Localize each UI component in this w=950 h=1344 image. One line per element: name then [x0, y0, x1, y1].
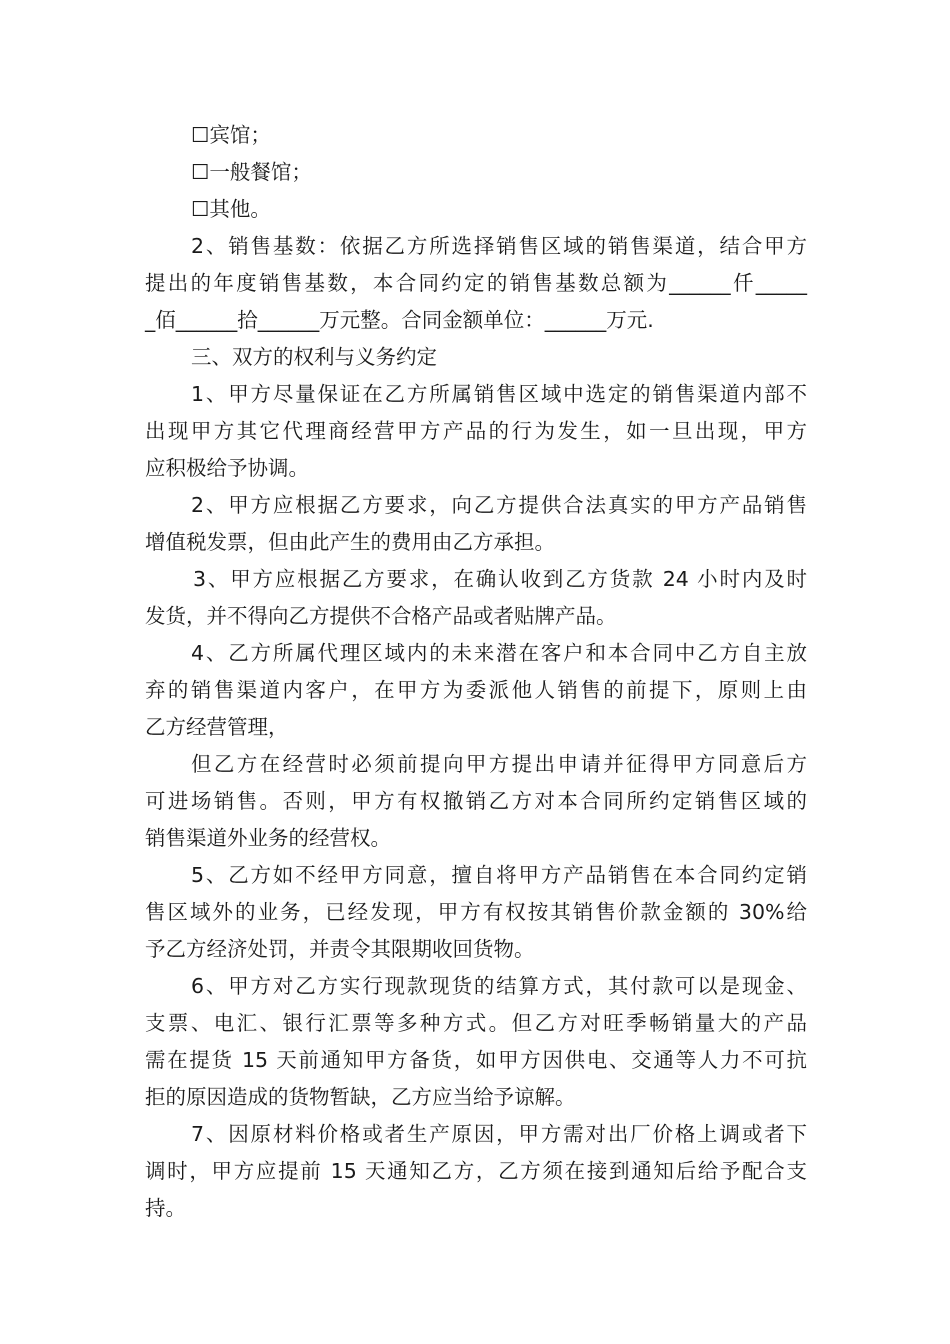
document-line: 调时，甲方应提前 15 天通知乙方，乙方须在接到通知后给予配合支 — [145, 1159, 807, 1183]
document-line: 3、甲方应根据乙方要求，在确认收到乙方货款 24 小时内及时 — [193, 567, 807, 591]
document-line: 需在提货 15 天前通知甲方备货，如甲方因供电、交通等人力不可抗 — [145, 1048, 807, 1072]
document-line: 可进场销售。否则，甲方有权撤销乙方对本合同所约定销售区域的 — [145, 789, 807, 813]
document-line: 予乙方经济处罚，并责令其限期收回货物。 — [145, 937, 535, 961]
document-line: 7、因原材料价格或者生产原因，甲方需对出厂价格上调或者下 — [191, 1122, 807, 1146]
document-line: 乙方经营管理， — [145, 715, 289, 739]
document-line: _佰______拾______万元整。合同金额单位：______万元. — [145, 308, 654, 332]
document-line: 售区域外的业务，已经发现，甲方有权按其销售价款金额的 30%给 — [145, 900, 807, 924]
document-line: 发货，并不得向乙方提供不合格产品或者贴牌产品。 — [145, 604, 617, 628]
document-line: 4、乙方所属代理区域内的未来潜在客户和本合同中乙方自主放 — [191, 641, 807, 665]
document-line: 5、乙方如不经甲方同意，擅自将甲方产品销售在本合同约定销 — [191, 863, 807, 887]
document-line: ☐一般餐馆； — [191, 160, 312, 184]
document-line: 弃的销售渠道内客户，在甲方为委派他人销售的前提下，原则上由 — [145, 678, 807, 702]
document-line: ☐宾馆； — [191, 123, 271, 147]
document-line: 增值税发票，但由此产生的费用由乙方承担。 — [145, 530, 555, 554]
document-line: 提出的年度销售基数，本合同约定的销售基数总额为______仟_____ — [145, 271, 807, 295]
document-line: 但乙方在经营时必须前提向甲方提出申请并征得甲方同意后方 — [191, 752, 807, 776]
document-line: 应积极给予协调。 — [145, 456, 309, 480]
document-line: 三、双方的权利与义务约定 — [191, 345, 437, 369]
document-line: 2、甲方应根据乙方要求，向乙方提供合法真实的甲方产品销售 — [191, 493, 807, 517]
document-line: 持。 — [145, 1196, 186, 1220]
document-line: 拒的原因造成的货物暂缺，乙方应当给予谅解。 — [145, 1085, 576, 1109]
document-line: 出现甲方其它代理商经营甲方产品的行为发生，如一旦出现，甲方 — [145, 419, 807, 443]
document-line: 1、甲方尽量保证在乙方所属销售区域中选定的销售渠道内部不 — [191, 382, 807, 406]
document-line: ☐其他。 — [191, 197, 271, 221]
document-body — [145, 117, 807, 1227]
document-line: 支票、电汇、银行汇票等多种方式。但乙方对旺季畅销量大的产品 — [145, 1011, 807, 1035]
document-line: 销售渠道外业务的经营权。 — [145, 826, 391, 850]
document-line: 6、甲方对乙方实行现款现货的结算方式，其付款可以是现金、 — [191, 974, 807, 998]
document-line: 2、销售基数：依据乙方所选择销售区域的销售渠道，结合甲方 — [191, 234, 807, 258]
